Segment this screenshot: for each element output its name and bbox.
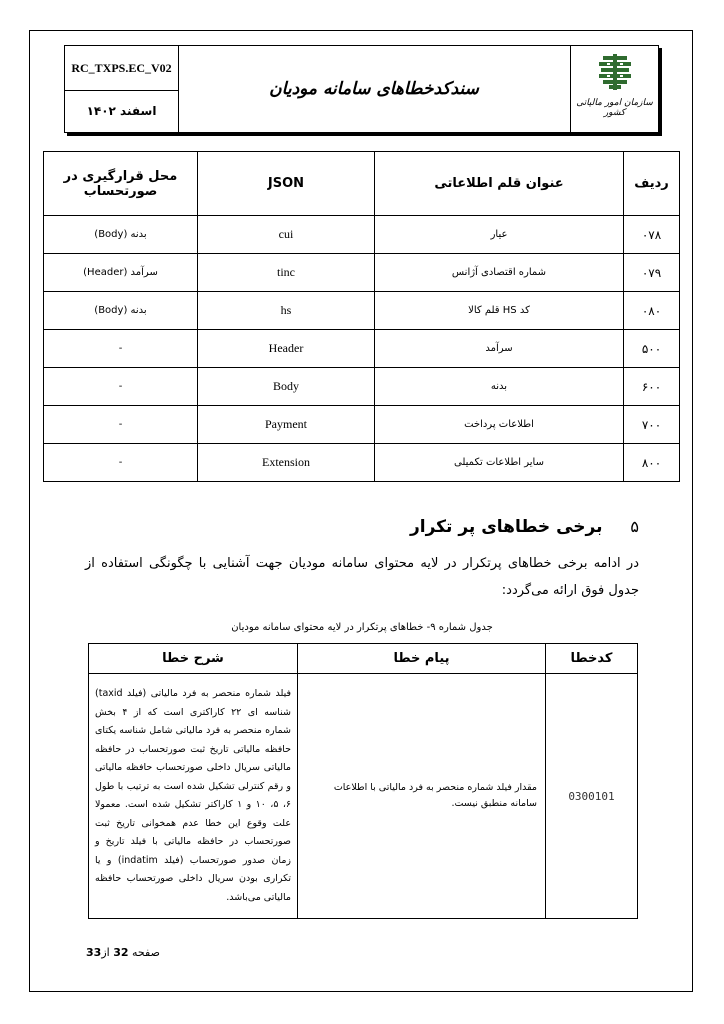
field-location: - (44, 330, 198, 368)
section-heading (0, 517, 639, 537)
col-header-json: JSON (198, 152, 375, 216)
of-word: از (101, 946, 110, 959)
doc-code: RC_TXPS.EC_V02 (65, 46, 178, 91)
header-meta (65, 46, 179, 132)
row-number: ۶۰۰ (624, 368, 680, 406)
table-row (89, 674, 638, 919)
json-key: tinc (198, 254, 375, 292)
field-title: سایر اطلاعات تکمیلی (375, 444, 624, 482)
doc-title: سندکدخطاهای سامانه مودیان (269, 79, 479, 99)
tax-organization-logo-icon (597, 54, 633, 90)
col-header-message: پیام خطا (298, 644, 546, 674)
field-title: اطلاعات پرداخت (375, 406, 624, 444)
field-table-header (44, 152, 680, 216)
document-header (64, 45, 659, 133)
field-title: کد HS قلم کالا (375, 292, 624, 330)
page-current: 32 (113, 946, 129, 959)
col-header-code: کدخطا (546, 644, 638, 674)
page-total: 33 (86, 946, 102, 959)
col-header-row: ردیف (624, 152, 680, 216)
field-location: سرآمد (Header) (44, 254, 198, 292)
error-table (88, 643, 638, 919)
section-title: برخی خطاهای پر تکرار (409, 517, 603, 537)
error-code: 0300101 (546, 674, 638, 919)
page-word: صفحه (132, 946, 160, 959)
table-row (44, 444, 680, 482)
json-key: cui (198, 216, 375, 254)
json-key: Extension (198, 444, 375, 482)
field-location: - (44, 368, 198, 406)
col-header-description: شرح خطا (89, 644, 298, 674)
json-key: Header (198, 330, 375, 368)
table-row (44, 330, 680, 368)
row-number: ۵۰۰ (624, 330, 680, 368)
col-header-title: عنوان قلم اطلاعاتی (375, 152, 624, 216)
field-location: بدنه (Body) (44, 216, 198, 254)
row-number: ۰۷۸ (624, 216, 680, 254)
field-location: - (44, 444, 198, 482)
field-location: - (44, 406, 198, 444)
field-title: شماره اقتصادی آژانس (375, 254, 624, 292)
field-title: عیار (375, 216, 624, 254)
json-key: Body (198, 368, 375, 406)
json-key: hs (198, 292, 375, 330)
field-title: سرآمد (375, 330, 624, 368)
table-caption: جدول شماره ۹- خطاهای پرتکرار در لایه محتوای سامانه مودیان (231, 622, 493, 633)
field-table (43, 151, 680, 482)
section-paragraph: در ادامه برخی خطاهای پرتکرار در لایه محتوای سامانه مودیان جهت آشنایی با چگونگی استفاده از جدول فوق ارائه می‌گردد: (85, 556, 639, 598)
table-row (44, 292, 680, 330)
org-logo (570, 46, 658, 132)
row-number: ۷۰۰ (624, 406, 680, 444)
row-number: ۰۷۹ (624, 254, 680, 292)
table-row (44, 216, 680, 254)
table-row (44, 368, 680, 406)
field-location: بدنه (Body) (44, 292, 198, 330)
page-footer (86, 946, 160, 959)
org-name: سازمان امور مالیاتی کشور (576, 98, 653, 118)
error-message: مقدار فیلد شماره منحصر به فرد مالیاتی با اطلاعات سامانه منطبق نیست. (298, 674, 546, 919)
col-header-location: محل قرارگیری در صورتحساب (44, 152, 198, 216)
json-key: Payment (198, 406, 375, 444)
doc-date: اسفند ۱۴۰۲ (86, 104, 157, 118)
row-number: ۰۸۰ (624, 292, 680, 330)
section-number: ۵ (630, 519, 639, 536)
error-table-header (89, 644, 638, 674)
table-row (44, 406, 680, 444)
error-description: فیلد شماره منحصر به فرد مالیاتی (فیلد taxid) شناسه ای ۲۲ کاراکتری است که از ۴ بخش شماره منحصر به فرد مالیاتی شامل شناسه یکتای حافظه مالیاتی تاریخ ثبت صورتحساب در حافظه مالیاتی سریال داخلی صورتحساب حافظه مالیاتی و رقم کنترلی تشکیل شده است به ترتیب با طول ۶، ۵، ۱۰ و ۱ کاراکتر تشکیل شده است. معمولا علت وقوع این خطا عدم همخوانی تاریخ ثبت صورتحساب در حافظه مالیاتی با فیلد تاریخ و زمان صدور صورتحساب (فیلد indatim) و یا تکراری بودن سریال داخلی صورتحساب حافظه مالیاتی می‌باشد. (89, 674, 298, 919)
field-title: بدنه (375, 368, 624, 406)
table-row (44, 254, 680, 292)
row-number: ۸۰۰ (624, 444, 680, 482)
